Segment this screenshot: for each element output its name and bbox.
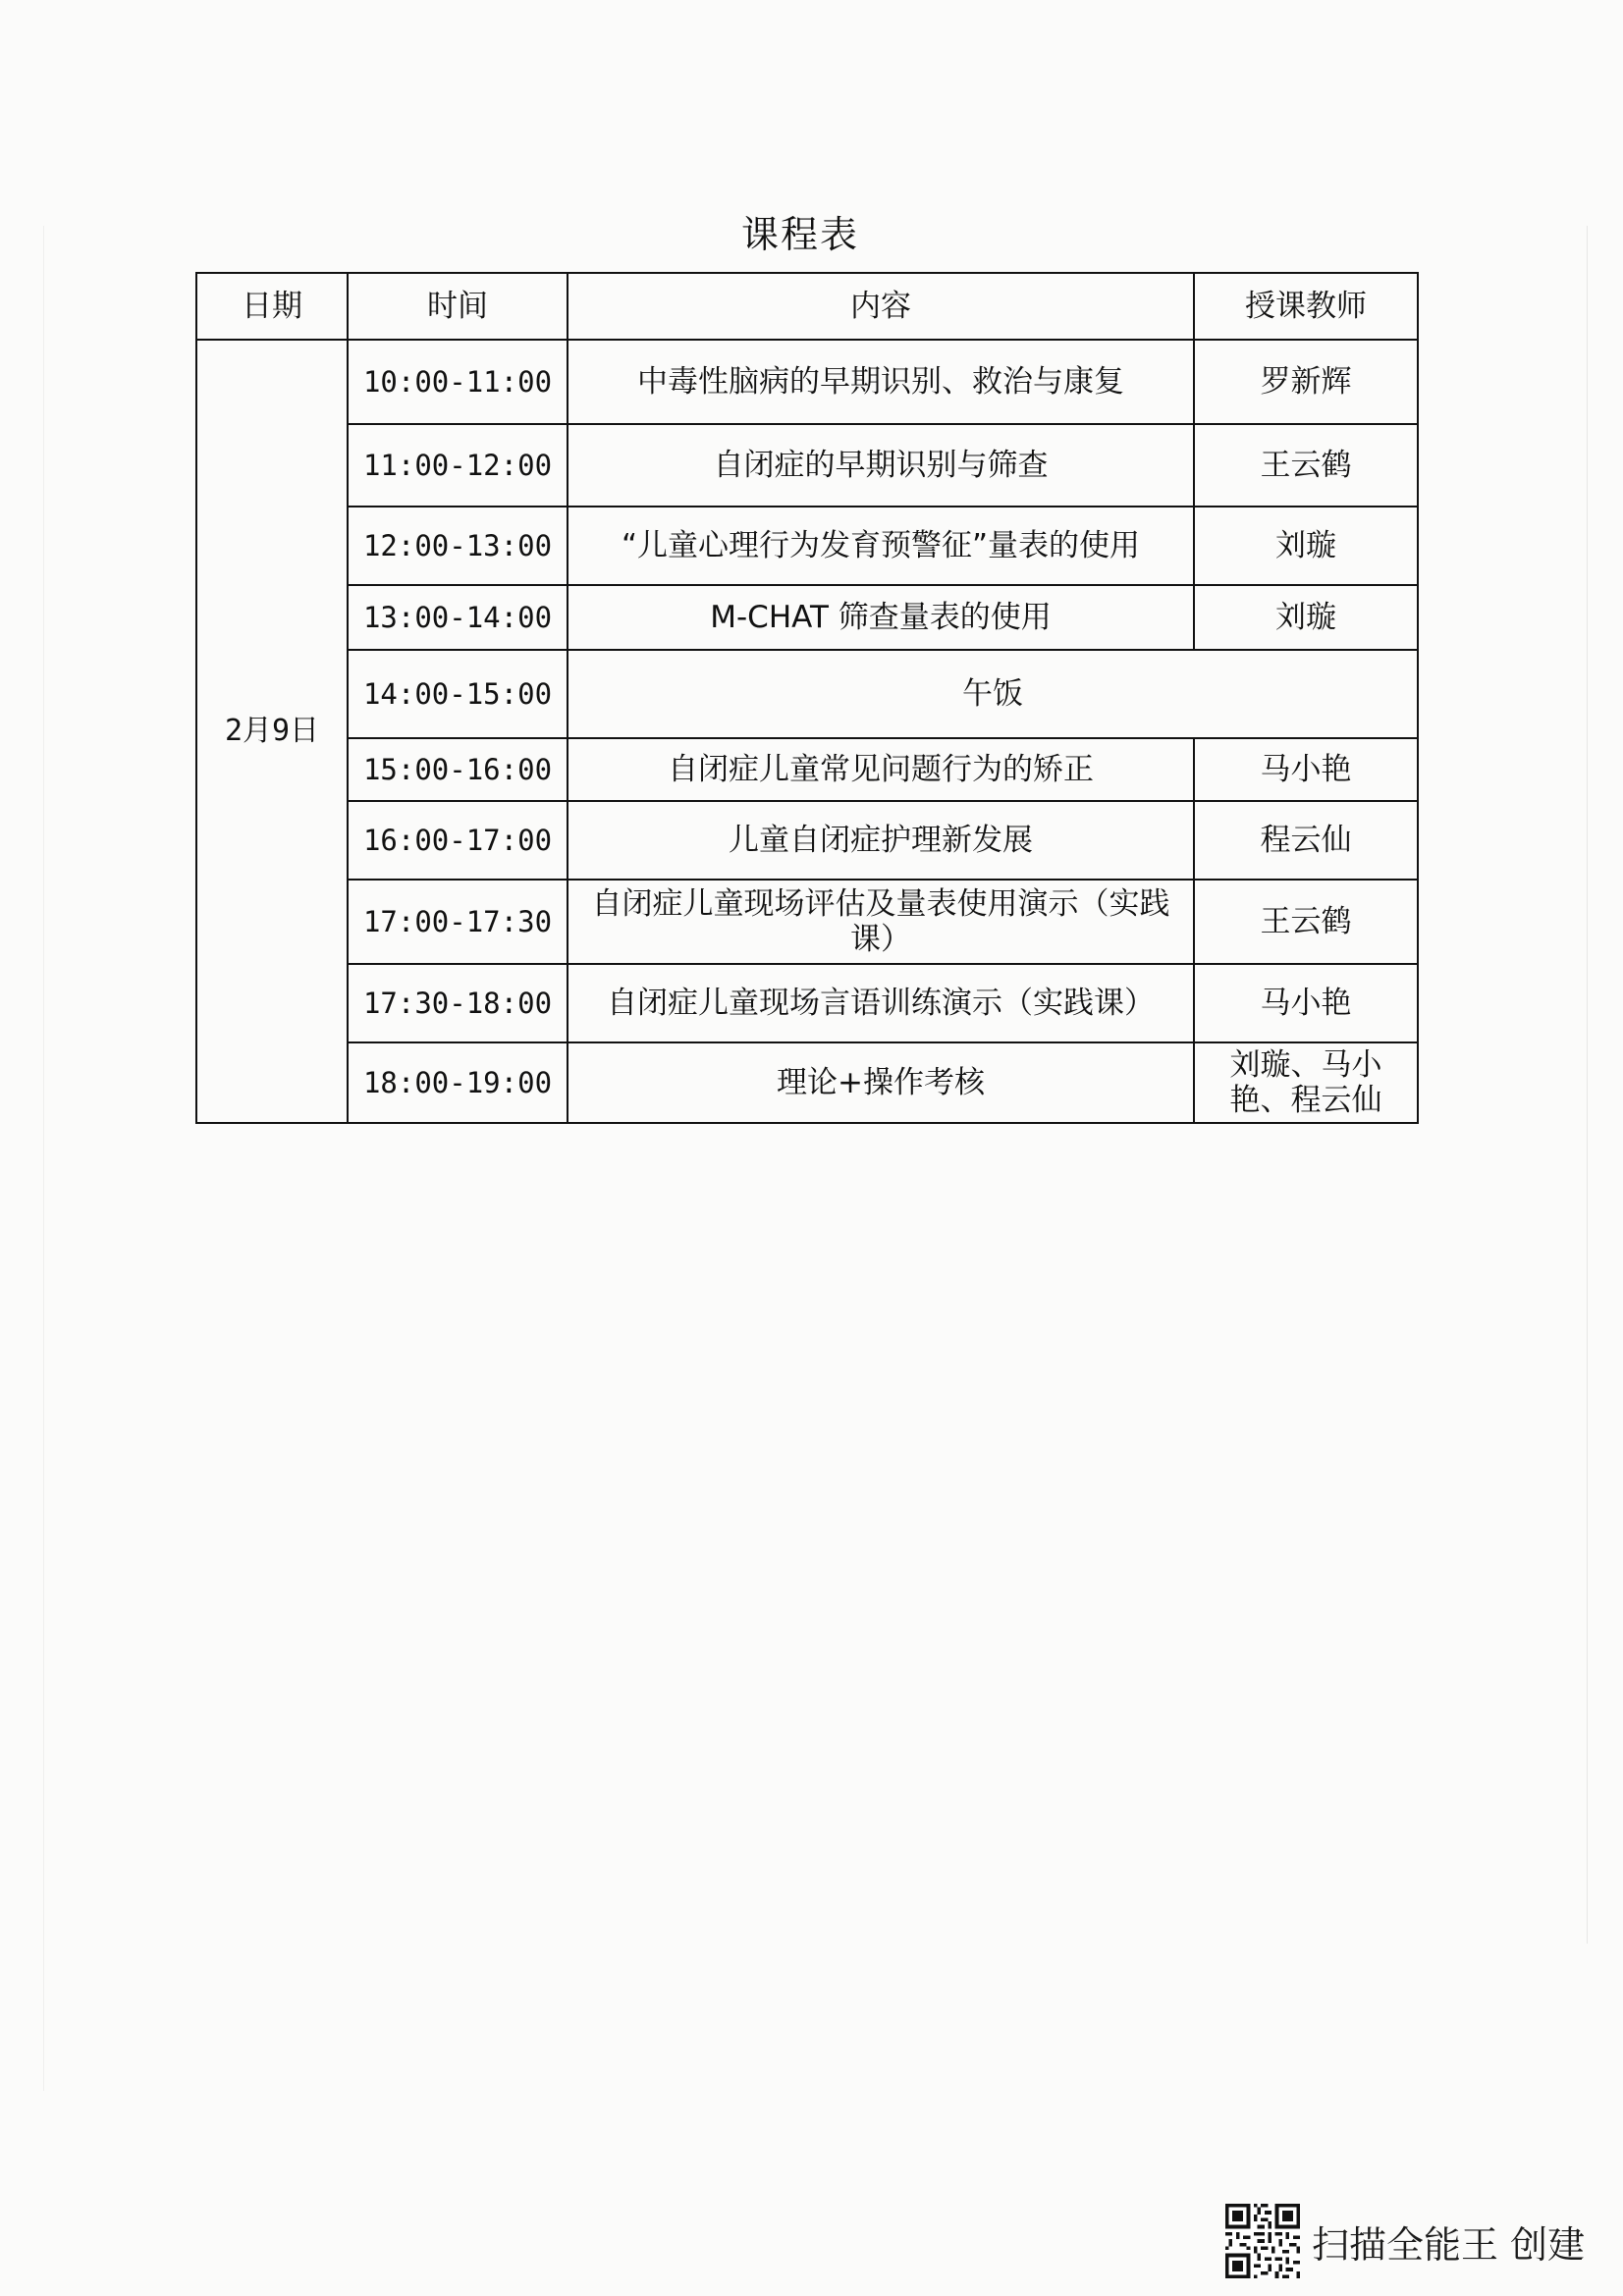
teacher-cell: 程云仙 — [1194, 801, 1418, 880]
teacher-cell: 马小艳 — [1194, 738, 1418, 801]
table-row — [196, 585, 1418, 650]
header-teacher: 授课教师 — [1194, 273, 1418, 340]
time-cell: 11:00-12:00 — [348, 424, 568, 507]
scanner-watermark — [1225, 2204, 1585, 2278]
content-cell: 中毒性脑病的早期识别、救治与康复 — [568, 340, 1194, 424]
qr-code-icon — [1225, 2204, 1300, 2278]
content-cell: 自闭症儿童常见问题行为的矫正 — [568, 738, 1194, 801]
table-row — [196, 801, 1418, 880]
time-cell: 18:00-19:00 — [348, 1042, 568, 1123]
time-cell: 14:00-15:00 — [348, 650, 568, 738]
teacher-cell: 刘璇、马小艳、程云仙 — [1194, 1042, 1418, 1123]
teacher-cell: 王云鹤 — [1194, 880, 1418, 964]
header-time: 时间 — [348, 273, 568, 340]
teacher-cell: 王云鹤 — [1194, 424, 1418, 507]
table-row — [196, 738, 1418, 801]
table-row — [196, 964, 1418, 1042]
teacher-cell: 马小艳 — [1194, 964, 1418, 1042]
time-cell: 10:00-11:00 — [348, 340, 568, 424]
scan-edge-left — [43, 226, 44, 2091]
teacher-cell: 刘璇 — [1194, 507, 1418, 585]
header-content: 内容 — [568, 273, 1194, 340]
header-date: 日期 — [196, 273, 348, 340]
page-title: 课程表 — [740, 213, 859, 256]
time-cell: 17:30-18:00 — [348, 964, 568, 1042]
content-cell: M-CHAT 筛查量表的使用 — [568, 585, 1194, 650]
time-cell: 13:00-14:00 — [348, 585, 568, 650]
time-cell: 17:00-17:30 — [348, 880, 568, 964]
header-row — [196, 273, 1418, 340]
watermark-text: 扫描全能王 创建 — [1312, 2222, 1586, 2267]
content-cell: 自闭症的早期识别与筛查 — [568, 424, 1194, 507]
table-row — [196, 880, 1418, 964]
table-row — [196, 1042, 1418, 1123]
content-cell: “儿童心理行为发育预警征”量表的使用 — [568, 507, 1194, 585]
table-row — [196, 507, 1418, 585]
content-cell: 自闭症儿童现场言语训练演示（实践课） — [568, 964, 1194, 1042]
content-cell: 理论+操作考核 — [568, 1042, 1194, 1123]
content-cell-lunch: 午饭 — [568, 650, 1418, 738]
schedule-table — [195, 272, 1419, 1124]
table-row — [196, 340, 1418, 424]
teacher-cell: 刘璇 — [1194, 585, 1418, 650]
scan-edge-right — [1587, 226, 1588, 1944]
time-cell: 12:00-13:00 — [348, 507, 568, 585]
table-row — [196, 424, 1418, 507]
content-cell: 儿童自闭症护理新发展 — [568, 801, 1194, 880]
table-row — [196, 650, 1418, 738]
content-cell: 自闭症儿童现场评估及量表使用演示（实践课） — [568, 880, 1194, 964]
time-cell: 16:00-17:00 — [348, 801, 568, 880]
teacher-cell: 罗新辉 — [1194, 340, 1418, 424]
date-cell: 2月9日 — [196, 340, 348, 1123]
time-cell: 15:00-16:00 — [348, 738, 568, 801]
